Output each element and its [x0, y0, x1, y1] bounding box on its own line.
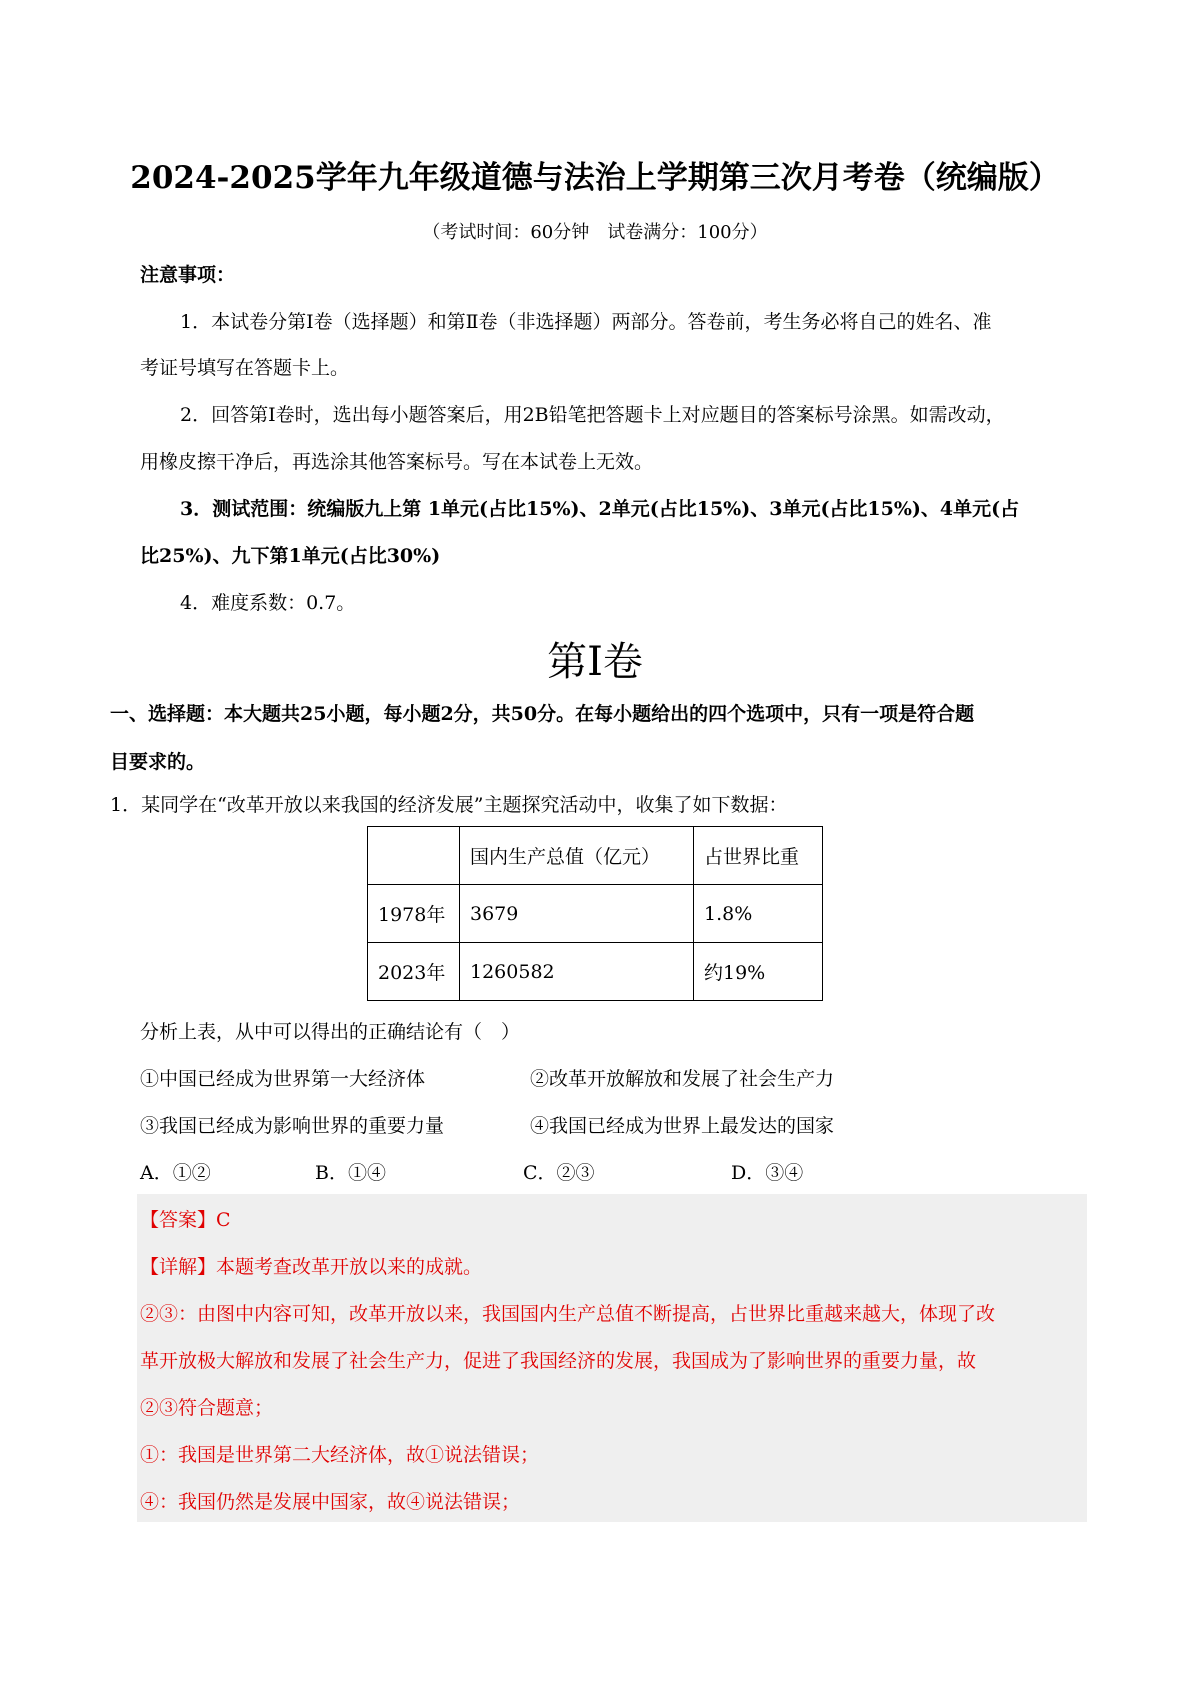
- option-a: A．①②: [140, 1162, 211, 1184]
- statement-3: ③我国已经成为影响世界的重要力量: [140, 1115, 445, 1137]
- volume-title: 第Ⅰ卷: [547, 639, 643, 685]
- notice-item-3-line-2: 比25%)、九下第1单元(占比30%): [140, 545, 441, 567]
- table-cell: 约19%: [694, 943, 823, 1001]
- table-row: [368, 943, 823, 1001]
- statement-4: ④我国已经成为世界上最发达的国家: [530, 1115, 835, 1137]
- explanation-line-5: ④：我国仍然是发展中国家，故④说法错误；: [140, 1491, 521, 1513]
- table-header-cell: 占世界比重: [694, 827, 823, 885]
- explanation-line-3: ②③符合题意；: [140, 1397, 274, 1419]
- explanation-line-2: 革开放极大解放和发展了社会生产力，促进了我国经济的发展，我国成为了影响世界的重要力量，故: [140, 1350, 977, 1372]
- option-b: B．①④: [315, 1162, 386, 1184]
- notice-item-3-line-1: 3．测试范围：统编版九上第 1单元(占比15%)、2单元(占比15%)、3单元(占比15%)、4单元(占: [180, 498, 1020, 520]
- statement-2: ②改革开放解放和发展了社会生产力: [530, 1068, 835, 1090]
- page-title: 2024-2025学年九年级道德与法治上学期第三次月考卷（统编版）: [130, 160, 1060, 196]
- table-header-cell: 国内生产总值（亿元）: [460, 827, 694, 885]
- section-heading-line-1: 一、选择题：本大题共25小题，每小题2分，共50分。在每小题给出的四个选项中，只有一项是符合题: [110, 703, 975, 725]
- statement-1: ①中国已经成为世界第一大经济体: [140, 1068, 426, 1090]
- explanation-line-1: ②③：由图中内容可知，改革开放以来，我国国内生产总值不断提高，占世界比重越来越大，体现了改: [140, 1303, 996, 1325]
- table-cell: 1260582: [460, 943, 694, 1001]
- table-cell: 2023年: [368, 943, 460, 1001]
- option-c: C．②③: [523, 1162, 595, 1184]
- gdp-data-table: [367, 826, 823, 1001]
- table-header-row: [368, 827, 823, 885]
- table-cell: 1.8%: [694, 885, 823, 943]
- table-cell: 3679: [460, 885, 694, 943]
- table-row: [368, 885, 823, 943]
- table-header-cell: [368, 827, 460, 885]
- notice-item-2-line-2: 用橡皮擦干净后，再选涂其他答案标号。写在本试卷上无效。: [140, 451, 654, 473]
- section-heading-line-2: 目要求的。: [110, 751, 206, 773]
- notice-item-1-line-1: 1．本试卷分第Ⅰ卷（选择题）和第Ⅱ卷（非选择题）两部分。答卷前，考生务必将自己的姓名、准: [180, 311, 992, 333]
- notice-heading: 注意事项：: [140, 264, 236, 286]
- explanation-line-4: ①：我国是世界第二大经济体，故①说法错误；: [140, 1444, 540, 1466]
- notice-item-4: 4．难度系数：0.7。: [180, 592, 356, 614]
- notice-item-2-line-1: 2．回答第Ⅰ卷时，选出每小题答案后，用2B铅笔把答题卡上对应题目的答案标号涂黑。如需改动，: [180, 404, 1005, 426]
- explanation-intro: 【详解】本题考查改革开放以来的成就。: [140, 1256, 483, 1278]
- answer-line: 【答案】C: [140, 1209, 231, 1231]
- option-d: D．③④: [731, 1162, 804, 1184]
- question-1-prompt: 分析上表，从中可以得出的正确结论有（ ）: [140, 1021, 521, 1043]
- question-1-stem: 1．某同学在“改革开放以来我国的经济发展”主题探究活动中，收集了如下数据：: [110, 794, 788, 816]
- table-cell: 1978年: [368, 885, 460, 943]
- exam-info: （考试时间：60分钟 试卷满分：100分）: [422, 222, 768, 243]
- notice-item-1-line-2: 考证号填写在答题卡上。: [140, 357, 350, 379]
